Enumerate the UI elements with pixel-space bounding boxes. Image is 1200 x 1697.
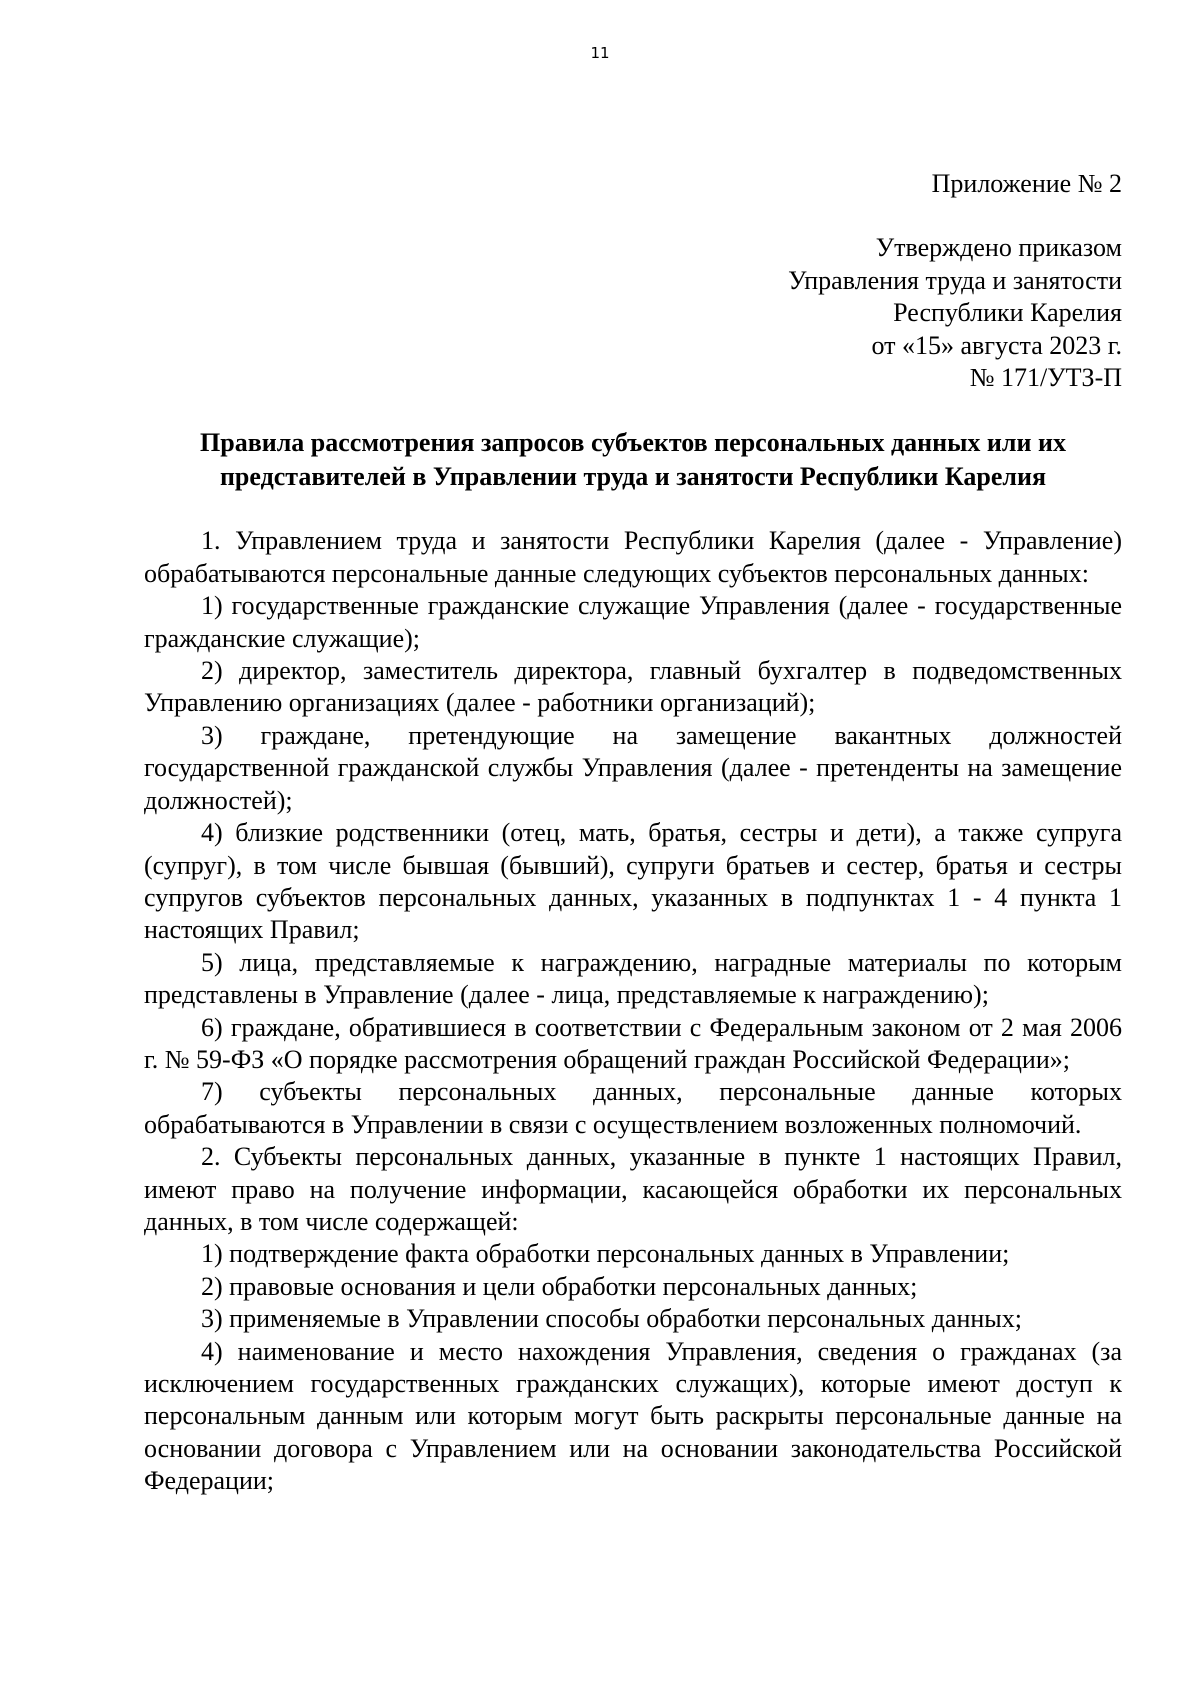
title-line: Правила рассмотрения запросов субъектов персональных данных или их — [200, 428, 1066, 458]
page-number: 11 — [590, 44, 610, 62]
annex-label: Приложение № 2 — [931, 169, 1122, 198]
approval-date: от «15» августа 2023 г. — [871, 330, 1122, 360]
rules-text — [144, 525, 1122, 1497]
paragraph: 4) наименование и место нахождения Управления, сведения о гражданах (за исключением государственных гражданских служащих), которые имеют доступ к персональным данным или которым могут быть раскрыты персональные данные на основании договора с Управлением или на основании законодательства Российской Федерации; — [144, 1336, 1122, 1496]
document-body — [144, 168, 1122, 1498]
paragraph: 2) директор, заместитель директора, главный бухгалтер в подведомственных Управлению организациях (далее - работники организаций); — [144, 656, 1122, 718]
paragraph: 5) лица, представляемые к награждению, наградные материалы по которым представлены в Управление (далее - лица, представляемые к награждению); — [144, 947, 1122, 1010]
paragraph: 2. Субъекты персональных данных, указанные в пункте 1 настоящих Правил, имеют право на получение информации, касающейся обработки их персональных данных, в том числе содержащей: — [144, 1142, 1122, 1236]
paragraph: 2) правовые основания и цели обработки персональных данных; — [201, 1271, 918, 1301]
approval-line: Утверждено приказом — [875, 233, 1122, 263]
approval-block — [144, 168, 1122, 394]
title-line: представителей в Управлении труда и занятости Республики Карелия — [219, 462, 1047, 492]
paragraph: 7) субъекты персональных данных, персональные данные которых обрабатываются в Управлении в связи с осуществлением возложенных полномочий. — [144, 1077, 1122, 1139]
document-title — [144, 426, 1122, 494]
paragraph: 4) близкие родственники (отец, мать, братья, сестры и дети), а также супруга (супруг), в том числе бывшая (бывший), супруги братьев и сестер, братья и сестры супругов субъектов персональных данных, указанных в подпунктах 1 - 4 пункта 1 настоящих Правил; — [144, 818, 1122, 945]
paragraph: 1. Управлением труда и занятости Республики Карелия (далее - Управление) обрабатываются персональные данные следующих субъектов персональных данных: — [144, 526, 1122, 588]
order-number: № 171/УТЗ-П — [969, 363, 1122, 393]
approval-line: Республики Карелия — [893, 298, 1122, 328]
paragraph: 3) граждане, претендующие на замещение вакантных должностей государственной гражданской службы Управления (далее - претенденты на замещение должностей); — [144, 720, 1122, 815]
approval-line: Управления труда и занятости — [788, 265, 1122, 295]
paragraph: 3) применяемые в Управлении способы обработки персональных данных; — [201, 1304, 1022, 1334]
paragraph: 1) государственные гражданские служащие Управления (далее - государственные гражданские служащие); — [144, 591, 1122, 653]
paragraph: 1) подтверждение факта обработки персональных данных в Управлении; — [201, 1239, 1010, 1269]
paragraph: 6) граждане, обратившиеся в соответствии с Федеральным законом от 2 мая 2006 г. № 59-ФЗ «О порядке рассмотрения обращений граждан Российской Федерации»; — [144, 1012, 1122, 1074]
